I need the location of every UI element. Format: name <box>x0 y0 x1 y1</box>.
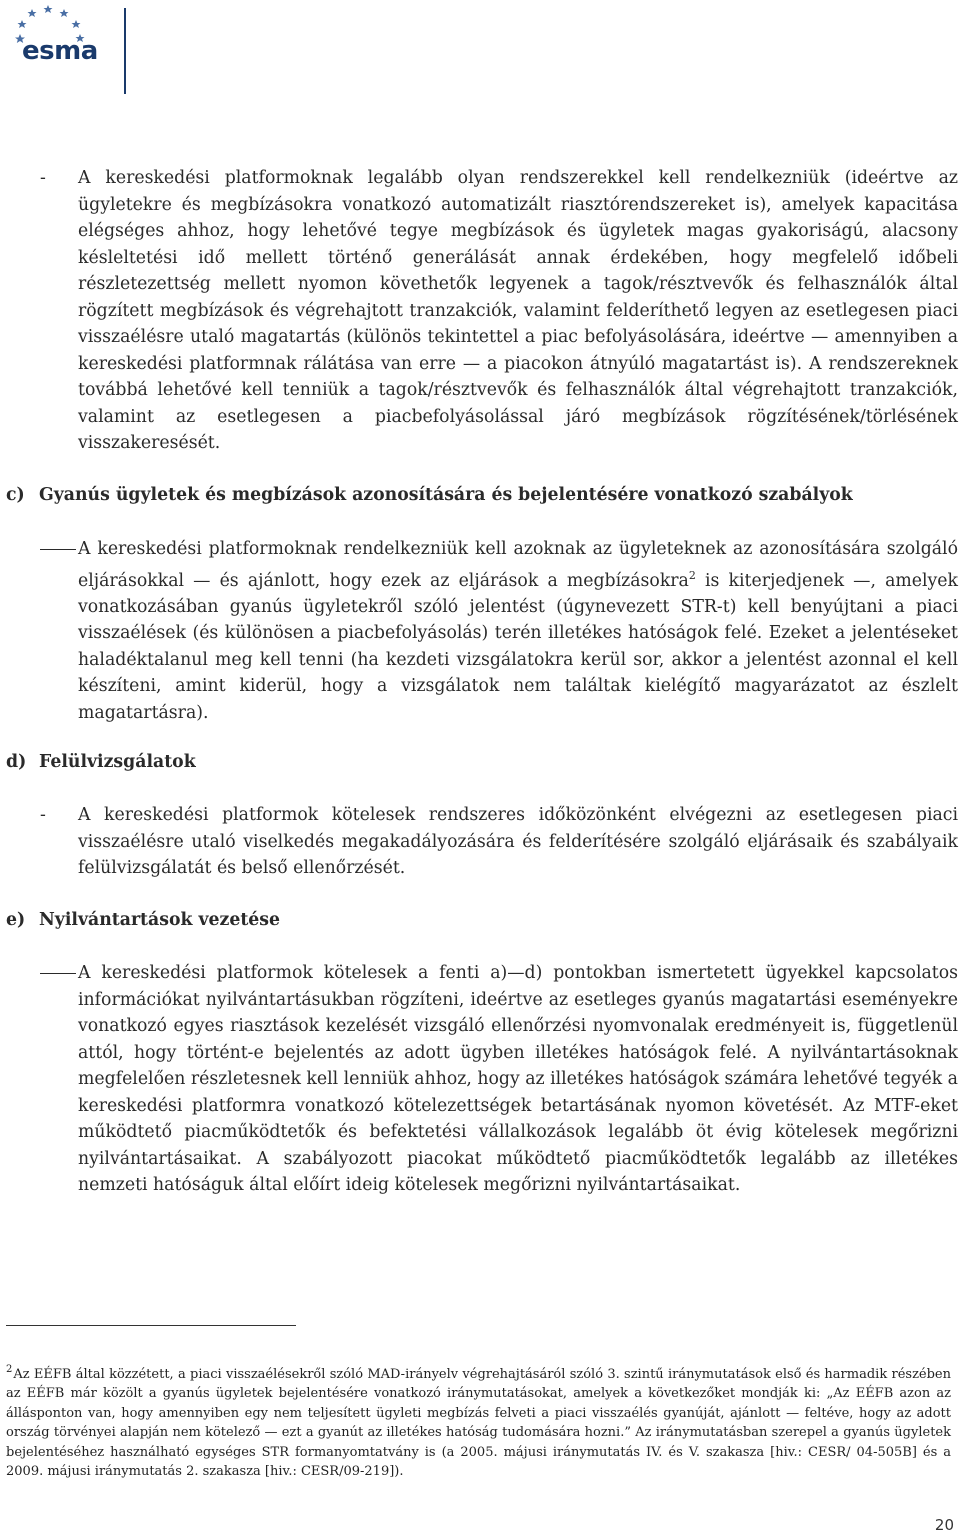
logo-wordmark: esma <box>22 36 98 66</box>
footnote-ref[interactable]: 2 <box>688 568 696 582</box>
list-dash: - <box>40 168 46 188</box>
paragraph-str-part1: A kereskedési platformoknak rendelkezniük kell azoknak az ügyleteknek az azonosítására szolgáló eljárásokkal — és ajánlott, hogy ezek az eljárások a megbízásokra <box>78 539 958 591</box>
heading-d <box>6 749 196 775</box>
footnote-separator <box>6 1325 296 1326</box>
list-long-dash <box>40 973 76 974</box>
paragraph-review: A kereskedési platformok kötelesek rendszeres időközönként elvégezni az esetlegesen piaci visszaélésre utaló viselkedés megakadályozására és felderítésére szolgáló eljárásaik és szabályaik felülvizsgálatát és belső ellenőrzését. <box>78 805 958 878</box>
heading-e <box>6 907 280 933</box>
page-number: 20 <box>934 1516 954 1534</box>
heading-c <box>6 482 853 508</box>
paragraph-records: A kereskedési platformok kötelesek a fenti a)—d) pontokban ismertetett ügyekkel kapcsolatos információkat nyilvántartásukban rögzíteni, ideértve az esetleges gyanús magatartási eseményekre vonatkozó egyes riasztások kezelését vizsgáló ellenőrzési nyomvonalak eredményeit is, függetlenül attól, hogy történt-e bejelentés az adott ügyben illetékes hatóságok felé. A nyilvántartásoknak megfelelően részletesnek kell lenniük ahhoz, hogy az illetékes hatóságok számára lehetővé tegyék a kereskedési platformra vonatkozó kötelezettségek betartásának nyomon követését. Az MTF-eket működtető piacműködtetők és befektetési vállalkozások legalább öt évig kötelesek megőrizni nyilvántartásaikat. A szabályozott piacokat működtető piacműködtetők legalább az illetékes nemzeti hatóságuk által előírt ideig kötelesek megőrizni nyilvántartásaikat. <box>78 963 958 1195</box>
paragraph-str <box>78 536 958 726</box>
logo-divider <box>124 8 126 94</box>
heading-e-label: e) <box>6 910 26 930</box>
esma-logo <box>8 4 138 94</box>
list-dash: - <box>40 805 46 825</box>
heading-e-text: Nyilvántartások vezetése <box>39 910 281 930</box>
heading-d-label: d) <box>6 752 27 772</box>
heading-c-label: c) <box>6 485 25 505</box>
list-long-dash <box>40 549 76 550</box>
paragraph-str-part2: is kiterjedjenek —, amelyek vonatkozásában gyanús ügyletekről szóló jelentést (úgynevezett STR-t) kell benyújtani a piaci visszaélések (és különösen a piacbefolyásolás) terén illetékes hatóságok felé. Ezeket a jelentéseket haladéktalanul meg kell tenni (ha kezdeti vizsgálatokra kerül sor, akkor a jelentést azonnal el kell készíteni, amint kiderül, hogy a vizsgálatok nem találtak kielégítő magyarázatot az észlelt magatartásra). <box>78 570 958 723</box>
footnote-text: Az EÉFB által közzétett, a piaci visszaélésekről szóló MAD-irányelv végrehajtásáról szóló 3. szintű iránymutatások első és harmadik részében az EÉFB már közölt a gyanús ügyletek bejelentésére vonatkozó iránymutatásokat, amelyek a következőket mondják ki: „Az EÉFB azon az állásponton van, hogy amennyiben egy nem teljesített ügyleti megbízás felveti a piaci visszaélés gyanúját, ajánlott — feltéve, hogy az adott ország törvényei alapján nem kötelező — ezt a gyanút az illetékes hatóság tudomására hozni.” Az iránymutatásban szerepel a gyanús ügyletek bejelentéséhez használható egységes STR formanyomtatvány is (a 2005. májusi iránymutatás IV. és V. szakasza [hiv.: CESR/ 04-505B] és a 2009. májusi iránymutatás 2. szakasza [hiv.: CESR/09-219]). <box>6 1367 951 1480</box>
heading-d-text: Felülvizsgálatok <box>39 752 196 772</box>
footnote <box>6 1360 951 1481</box>
heading-c-text: Gyanús ügyletek és megbízások azonosítására és bejelentésére vonatkozó szabályok <box>39 485 853 505</box>
paragraph-systems: A kereskedési platformoknak legalább olyan rendszerekkel kell rendelkezniük (ideértve az ügyletekre és megbízásokra vonatkozó automatizált riasztórendszereket is), amelyek kapacitása elégséges ahhoz, hogy lehetővé tegye megbízások és ügyletek magas gyakoriságú, alacsony késleltetési idő mellett történő generálását annak érdekében, hogy megfelelő időbeli részletezettség mellett nyomon követhetők legyenek a tagok/résztvevők és felhasználók által rögzített megbízások és végrehajtott tranzakciók, valamint felderíthető legyen az esetlegesen piaci visszaélésre utaló magatartás (különös tekintettel a piac befolyásolására, ideértve — amennyiben a kereskedési platformnak rálátása van erre — a piacokon átnyúló magatartást is). A rendszereknek továbbá lehetővé kell tenniük a tagok/résztvevők és felhasználók által végrehajtott tranzakciók, valamint az esetlegesen a piacbefolyásolással járó megbízások rögzítésének/törlésének visszakeresését. <box>78 168 958 453</box>
footnote-number: 2 <box>6 1364 13 1375</box>
